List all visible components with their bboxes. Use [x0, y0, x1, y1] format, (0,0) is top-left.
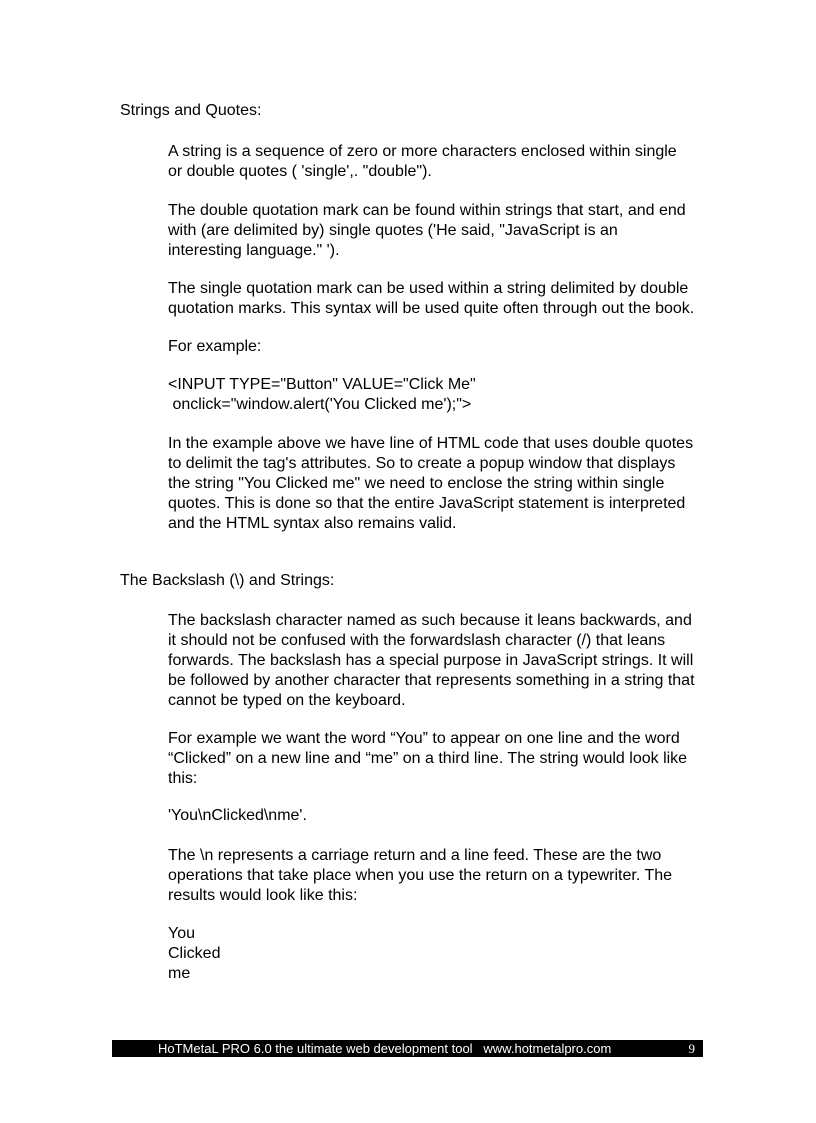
text-line: to delimit the tag's attributes. So to create a popup window that displays [168, 455, 676, 472]
output-line: Clicked [168, 945, 221, 962]
paragraph-backslash-description [168, 611, 708, 711]
footer-text: HoTMetaL PRO 6.0 the ultimate web development tool www.hotmetalpro.com [158, 1041, 612, 1056]
code-line: <INPUT TYPE="Button" VALUE="Click Me" [168, 376, 476, 393]
output-example [168, 924, 708, 984]
paragraph-for-example [168, 337, 708, 357]
code-line: onclick="window.alert('You Clicked me');"> [168, 396, 472, 413]
text-line: 'You\nClicked\nme'. [168, 807, 307, 824]
text-line: it should not be confused with the forwardslash character (/) that leans [168, 632, 666, 649]
text-line: For example: [168, 338, 262, 355]
text-line: be followed by another character that represents something in a string that [168, 672, 695, 689]
text-line: forwards. The backslash has a special purpose in JavaScript strings. It will [168, 652, 694, 669]
paragraph-example-explanation [168, 434, 708, 534]
text-line: The backslash character named as such because it leans backwards, and [168, 612, 692, 629]
text-line: “Clicked” on a new line and “me” on a third line. The string would look like [168, 750, 688, 767]
section-heading-backslash: The Backslash (\) and Strings: [120, 572, 335, 589]
output-line: You [168, 925, 195, 942]
text-line: and the HTML syntax also remains valid. [168, 515, 457, 532]
text-line: operations that take place when you use the return on a typewriter. The [168, 867, 673, 884]
paragraph-double-quote [168, 201, 708, 261]
output-line: me [168, 965, 191, 982]
paragraph-string-definition [168, 142, 708, 182]
text-line: interesting language." '). [168, 242, 340, 259]
string-literal-example [168, 806, 708, 826]
page-footer [112, 1040, 703, 1057]
text-line: or double quotes ( 'single',. "double"). [168, 163, 432, 180]
page-number: 9 [688, 1041, 695, 1056]
text-line: this: [168, 770, 198, 787]
paragraph-single-quote [168, 279, 708, 319]
paragraph-carriage-return [168, 846, 708, 906]
text-line: cannot be typed on the keyboard. [168, 692, 406, 709]
text-line: quotes. This is done so that the entire JavaScript statement is interpreted [168, 495, 686, 512]
text-line: results would look like this: [168, 887, 358, 904]
text-line: with (are delimited by) single quotes ('He said, "JavaScript is an [168, 222, 618, 239]
text-line: quotation marks. This syntax will be used quite often through out the book. [168, 300, 695, 317]
section-heading-strings-and-quotes: Strings and Quotes: [120, 102, 262, 119]
text-line: In the example above we have line of HTML code that uses double quotes [168, 435, 694, 452]
text-line: For example we want the word “You” to appear on one line and the word [168, 730, 680, 747]
text-line: The double quotation mark can be found within strings that start, and end [168, 202, 686, 219]
text-line: A string is a sequence of zero or more characters enclosed within single [168, 143, 677, 160]
code-example [168, 375, 708, 415]
text-line: the string "You Clicked me" we need to enclose the string within single [168, 475, 665, 492]
text-line: The \n represents a carriage return and a line feed. These are the two [168, 847, 662, 864]
paragraph-newline-example [168, 729, 708, 789]
text-line: The single quotation mark can be used within a string delimited by double [168, 280, 689, 297]
